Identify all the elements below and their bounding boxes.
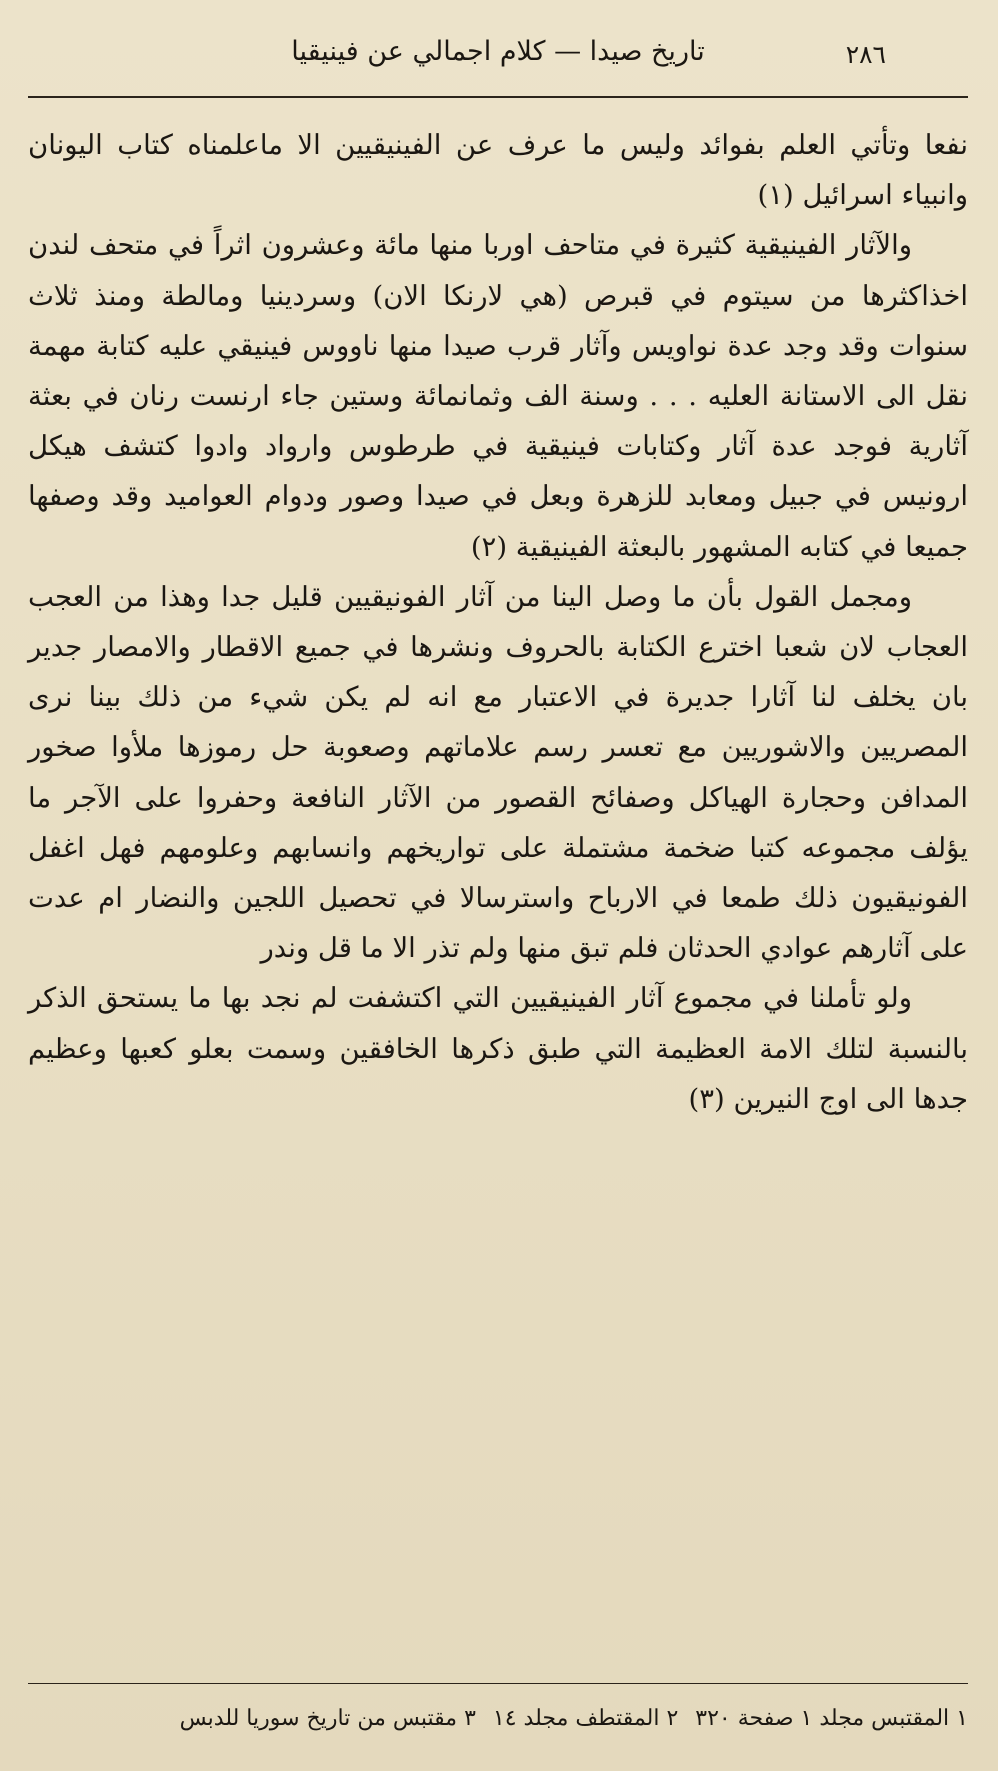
page-header: [28, 28, 968, 84]
footnote-3: ٣ مقتبس من تاريخ سوريا للدبس: [179, 1706, 476, 1731]
footnotes: [28, 1700, 968, 1738]
page-number: ٢٨٦: [845, 40, 886, 69]
paragraph-3: ومجمل القول بأن ما وصل الينا من آثار الفونيقيين قليل جدا وهذا من العجب العجاب لان شعبا اخترع الكتابة بالحروف ونشرها في جميع الاقطار والامصار جدير بان يخلف لنا آثارا جديرة في الاعتبار مع انه لم يكن شيء من ذلك بينا نرى المصريين والاشوريين مع تعسر رسم علاماتهم وصعوبة حل رموزها ملأوا صخور المدافن وحجارة الهياكل وصفائح القصور من الآثار النافعة وحفروا على الآجر ما يؤلف مجموعه كتبا ضخمة مشتملة على تواريخهم وانسابهم وعلومهم فهل اغفل الفونيقيون ذلك طمعا في الارباح واسترسالا في تحصيل اللجين والنضار ام عدت على آثارهم عوادي الحدثان فلم تبق منها ولم تذر الا ما قل وندر: [28, 580, 968, 965]
paragraph-4: ولو تأملنا في مجموع آثار الفينيقيين التي اكتشفت لم نجد بها ما يستحق الذكر بالنسبة لتلك الامة العظيمة التي طبق ذكرها الخافقين وسمت بعلو كعبها وعظيم جدها الى اوج النيرين (٣): [28, 982, 968, 1115]
running-title: تاريخ صيدا — كلام اجمالي عن فينيقيا: [291, 36, 705, 67]
footnote-rule: [28, 1683, 968, 1684]
body-text: [28, 120, 968, 1124]
paragraph-1: نفعا وتأتي العلم بفوائد وليس ما عرف عن الفينيقيين الا ماعلمناه كتاب اليونان وانبياء اسرائيل (١): [28, 129, 968, 212]
paragraph-2: والآثار الفينيقية كثيرة في متاحف اوربا منها مائة وعشرون اثراً في متحف لندن اخذاكثرها من سيتوم في قبرص (هي لارنكا الان) وسردينيا ومالطة ومنذ ثلاث سنوات وقد وجد عدة نواويس وآثار قرب صيدا منها ناووس فينيقي عليه كتابة مهمة نقل الى الاستانة العليه . . . وسنة الف وثمانمائة وستين جاء ارنست رنان في بعثة آثارية فوجد عدة آثار وكتابات فينيقية في طرطوس وارواد وادوا كتشف هيكل ارونيس في جبيل ومعابد للزهرة وبعل في صيدا وصور ودوام العواميد وقد وصفها جميعا في كتابه المشهور بالبعثة الفينيقية (٢): [28, 229, 968, 563]
header-rule: [28, 96, 968, 98]
footnote-2: ٢ المقتطف مجلد ١٤: [492, 1706, 679, 1731]
footnote-1: ١ المقتبس مجلد ١ صفحة ٣٢٠: [695, 1706, 968, 1731]
